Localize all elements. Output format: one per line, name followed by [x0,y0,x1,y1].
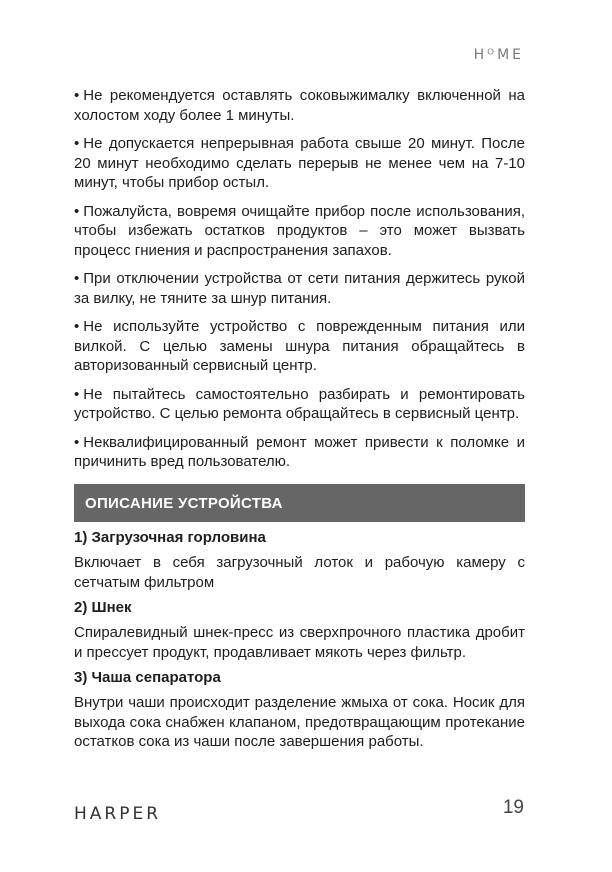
item-title: 2) Шнек [74,599,132,616]
bullet-item: • Не используйте устройство с поврежденным питания или вилкой. С целью замены шнура питания обращайтесь в авторизованный сервисный центр. [74,318,525,374]
page-number: 19 [502,797,524,818]
home-logo: HᴼME [473,47,524,63]
item-title: 1) Загрузочная горловина [74,529,266,546]
bullet-item: • Пожалуйста, вовремя очищайте прибор после использования, чтобы избежать остатков продуктов – это может вызвать процесс гниения и распространения запахов. [74,202,525,259]
bullet-item: • Не пытайтесь самостоятельно разбирать и ремонтировать устройство. С целью ремонта обращайтесь в сервисный центр. [74,385,525,422]
item-text: Включает в себя загрузочный лоток и рабочую камеру с сетчатым фильтром [74,554,525,591]
device-description [74,528,525,758]
section-title: ОПИСАНИЕ УСТРОЙСТВА [85,495,283,512]
section-header [74,484,525,522]
item-text: Внутри чаши происходит разделение жмыха от сока. Носик для выхода сока снабжен клапаном, предотвращающим протекание остатков сока из чаши после завершения работы. [74,694,525,750]
bullet-item: • Не допускается непрерывная работа свыше 20 минут. После 20 минут необходимо сделать перерыв не менее чем на 7-10 минут, чтобы прибор остыл. [74,135,525,191]
bullet-item: • Неквалифицированный ремонт может привести к поломке и причинить вред пользователю. [74,433,525,470]
harper-logo: HARPER [74,804,162,824]
item-text: Спиралевидный шнек-пресс из сверхпрочного пластика дробит и прессует продукт, продавливает мякоть через фильтр. [74,624,525,661]
bullet-item: • Не рекомендуется оставлять соковыжималку включенной на холостом ходу более 1 минуты. [74,87,525,124]
bullet-item: • При отключении устройства от сети питания держитесь рукой за вилку, не тяните за шнур питания. [74,270,525,307]
item-title: 3) Чаша сепаратора [74,669,221,686]
precautions-list [74,86,525,481]
